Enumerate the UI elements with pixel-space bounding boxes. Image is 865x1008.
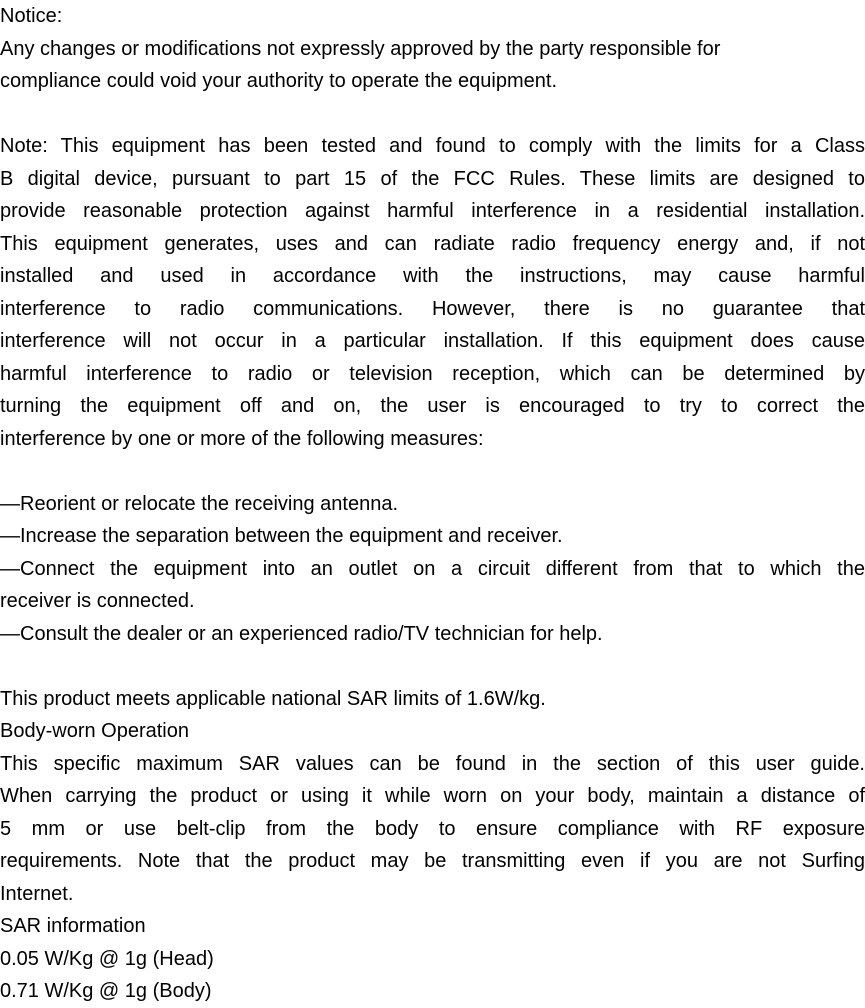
notice-line: Any changes or modifications not expressly approved by the party responsible for [0,37,721,60]
sar-body-value: 0.71 W/Kg @ 1g (Body) [0,980,212,1002]
body-worn-line: This specific maximum SAR values can be found in the section of this user guide. [0,752,865,775]
sar-info-heading: SAR information [0,915,146,937]
body-worn-last-line: Internet. [0,882,74,905]
note-last-line: interference by one or more of the following measures: [0,427,484,450]
measure-connect-outlet-cont: receiver is connected. [0,590,195,612]
measure-increase-separation: —Increase the separation between the equipment and receiver. [0,525,563,547]
body-worn-line: When carrying the product or using it while worn on your body, maintain a distance of [0,785,865,807]
note-line: interference to radio communications. However, there is no guarantee that [0,297,865,320]
sar-limits-statement: This product meets applicable national SAR limits of 1.6W/kg. [0,687,546,710]
measure-reorient: —Reorient or relocate the receiving antenna. [0,492,399,515]
paragraph-gap [0,455,865,488]
note-line: Note: This equipment has been tested and found to comply with the limits for a Class [0,135,865,157]
paragraph-gap [0,98,865,131]
notice-line: compliance could void your authority to operate the equipment. [0,70,558,92]
measure-consult-dealer: —Consult the dealer or an experienced radio/TV technician for help. [0,622,603,645]
note-line: turning the equipment off and on, the user is encouraged to try to correct the [0,395,865,417]
paragraph-gap [0,650,865,683]
measure-connect-outlet: —Connect the equipment into an outlet on a circuit different from that to which the [0,557,865,580]
body-worn-line: requirements. Note that the product may be transmitting even if you are not Surfing [0,850,865,872]
note-line: This equipment generates, uses and can radiate radio frequency energy and, if not [0,232,865,255]
notice-heading: Notice: [0,5,63,27]
note-line: provide reasonable protection against harmful interference in a residential installation. [0,200,865,222]
body-worn-heading: Body-worn Operation [0,720,189,742]
sar-head-value: 0.05 W/Kg @ 1g (Head) [0,947,214,970]
note-line: harmful interference to radio or television reception, which can be determined by [0,362,865,385]
note-line: interference will not occur in a particular installation. If this equipment does cause [0,330,865,352]
note-line: B digital device, pursuant to part 15 of the FCC Rules. These limits are designed to [0,167,865,190]
body-worn-line: 5 mm or use belt-clip from the body to ensure compliance with RF exposure [0,817,865,840]
note-line: installed and used in accordance with the instructions, may cause harmful [0,265,865,287]
